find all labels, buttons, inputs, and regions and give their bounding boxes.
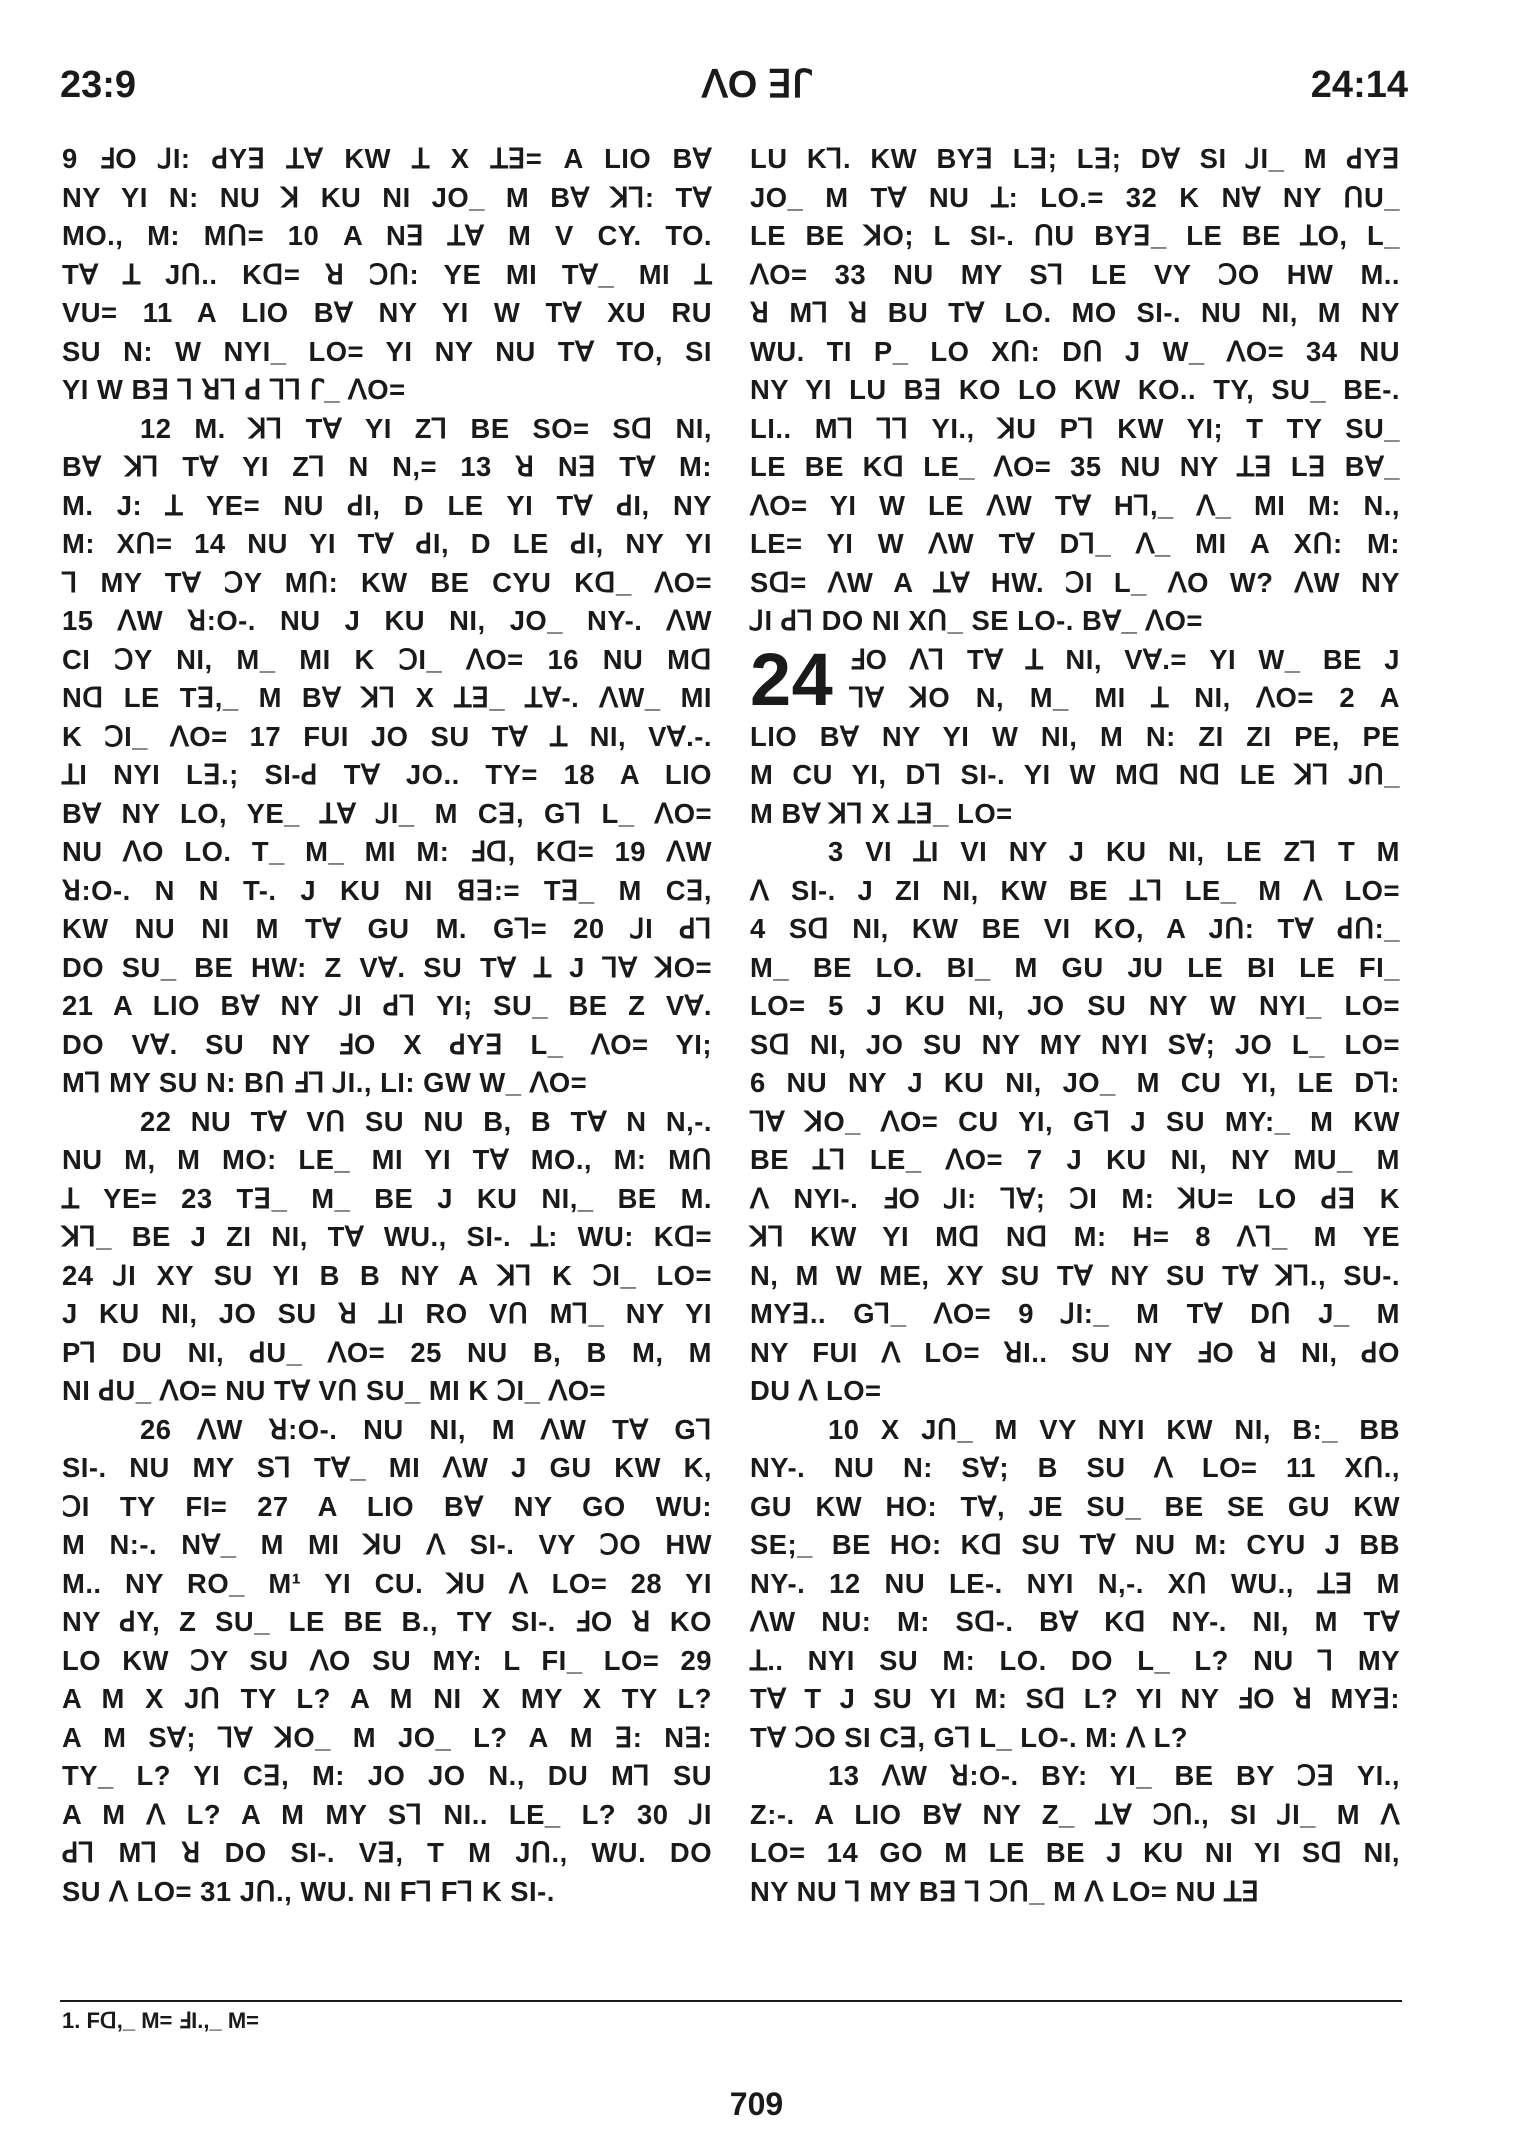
text-line: NY YI LU Bꓱ KO LO KW KO.. TY, SU_ BE-. bbox=[750, 374, 1400, 405]
text-line: Tꓯ ꓛO SI Cꓱ, Gꓶ L_ LO-. M: ꓥ L? bbox=[750, 1721, 1189, 1753]
text-line: ꓶꓯ ꓘO_ ꓥO= CU YI, Gꓶ J SU MY:_ M KW bbox=[750, 1105, 1400, 1137]
text-line: NY FUI ꓥ LO= ꓤI.. SU NY ꓞO ꓤ NI, ꓒO bbox=[750, 1336, 1400, 1368]
text-line: LO= 14 GO M LE BE J KU NI YI Sꓷ NI, bbox=[750, 1837, 1400, 1868]
footnote-divider bbox=[60, 2000, 1402, 2002]
text-line: NY-. NU N: Sꓯ; B SU ꓥ LO= 11 Xꓵ., bbox=[750, 1452, 1400, 1483]
text-line: LE BE Kꓷ LE_ ꓥO= 35 NU NY ꓕꓱ Lꓱ Bꓯ_ bbox=[750, 451, 1400, 482]
text-line: 21 A LIO Bꓯ NY ꓙI ꓒꓶ YI; SU_ BE Z Vꓯ. bbox=[62, 990, 712, 1021]
text-line: YI W Bꓱ ꓶ ꓤꓶ ꓒ ꓶꓶ ꓩ_ ꓥO= bbox=[62, 374, 406, 405]
text-line: LO= 5 J KU NI, JO SU NY W NYI_ LO= bbox=[750, 990, 1400, 1021]
text-line: M. J: ꓕ YE= NU ꓒI, D LE YI Tꓯ ꓒI, NY bbox=[62, 489, 712, 521]
text-line: ꓕ YE= 23 Tꓱ_ M_ BE J KU NI,_ BE M. bbox=[62, 1182, 712, 1214]
text-line: NY ꓒY, Z SU_ LE BE B., TY SI-. ꓞO ꓤ KO bbox=[62, 1606, 712, 1637]
text-line: SE;_ BE HO: Kꓷ SU Tꓯ NU M: CYU J BB bbox=[750, 1529, 1400, 1560]
text-line: ꓕ.. NYI SU M: LO. DO L_ L? NU ꓶ MY bbox=[750, 1644, 1400, 1676]
text-line: 6 NU NY J KU NI, JO_ M CU YI, LE Dꓶ: bbox=[750, 1067, 1400, 1098]
text-line: VU= 11 A LIO Bꓯ NY YI W Tꓯ XU RU bbox=[62, 297, 712, 328]
text-line: ꓤ Mꓶ ꓤ BU Tꓯ LO. MO SI-. NU NI, M NY bbox=[750, 297, 1400, 328]
text-line: M.. NY RO_ M¹ YI CU. ꓘU ꓥ LO= 28 YI bbox=[62, 1567, 712, 1599]
text-line: Bꓯ NY LO, YE_ ꓕꓯ ꓙI_ M Cꓱ, Gꓶ L_ ꓥO= bbox=[62, 797, 712, 829]
text-line: 9 ꓞO ꓙI: ꓒYꓱ ꓕꓯ KW ꓕ X ꓕꓱ= A LIO Bꓯ bbox=[62, 143, 712, 174]
text-line: ꓒꓶ Mꓶ ꓤ DO SI-. Vꓱ, T M Jꓵ., WU. DO bbox=[62, 1837, 712, 1868]
text-line: NY-. 12 NU LE-. NYI N,-. Xꓵ WU., ꓕꓱ M bbox=[750, 1567, 1400, 1599]
text-line: ꓶꓯ ꓘO N, M_ MI ꓕ NI, ꓥO= 2 A bbox=[849, 682, 1400, 713]
text-line: 4 Sꓷ NI, KW BE VI KO, A Jꓵ: Tꓯ ꓒꓵ:_ bbox=[750, 913, 1400, 944]
left-text-column bbox=[62, 140, 712, 1911]
running-header-title: ꓥO ꓱꓩ bbox=[701, 64, 812, 106]
text-line: Tꓯ ꓕ Jꓵ.. Kꓷ= ꓤ ꓛꓵ: YE MI Tꓯ_ MI ꓕ bbox=[62, 258, 712, 290]
text-line: WU. TI P_ LO Xꓵ: Dꓵ J W_ ꓥO= 34 NU bbox=[750, 335, 1400, 367]
text-line: NY NU ꓶ MY Bꓱ ꓶ ꓛꓵ_ M ꓥ LO= NU ꓕꓱ bbox=[750, 1875, 1260, 1907]
text-line: N, M W ME, XY SU Tꓯ NY SU Tꓯ ꓘꓶ., SU-. bbox=[750, 1259, 1400, 1291]
text-line: M CU YI, Dꓶ SI-. YI W Mꓷ Nꓷ LE ꓘꓶ Jꓵ_ bbox=[750, 759, 1400, 790]
text-line: LIO Bꓯ NY YI W NI, M N: ZI ZI PE, PE bbox=[750, 720, 1400, 752]
text-line: ꓥ SI-. J ZI NI, KW BE ꓕꓶ LE_ M ꓥ LO= bbox=[750, 874, 1400, 906]
text-line: ꓥO= 33 NU MY Sꓶ LE VY ꓛO HW M.. bbox=[750, 258, 1400, 290]
text-line: CI ꓛY NI, M_ MI K ꓛI_ ꓥO= 16 NU Mꓷ bbox=[62, 643, 712, 675]
text-line: 24 ꓙI XY SU YI B B NY A ꓘꓶ K ꓛI_ LO= bbox=[62, 1259, 712, 1291]
text-line: ꓤ:O-. N N T-. J KU NI ꓭꓱ:= Tꓱ_ M Cꓱ, bbox=[62, 874, 712, 906]
text-line: ꓞO ꓥꓶ Tꓯ ꓕ NI, Vꓯ.= YI W_ BE J bbox=[849, 643, 1400, 675]
text-line: LE BE ꓘO; L SI-. ꓵU BYꓱ_ LE BE ꓕO, L_ bbox=[750, 220, 1400, 251]
chapter-opening bbox=[750, 641, 1400, 718]
text-line: M N:-. Nꓯ_ M MI ꓘU ꓥ SI-. VY ꓛO HW bbox=[62, 1529, 712, 1560]
text-line: BE ꓕꓶ LE_ ꓥO= 7 J KU NI, NY MU_ M bbox=[750, 1144, 1400, 1175]
text-line: A M X Jꓵ TY L? A M NI X MY X TY L? bbox=[62, 1683, 712, 1714]
text-line: ꓥW NU: M: Sꓷ-. Bꓯ Kꓷ NY-. NI, M Tꓯ bbox=[750, 1606, 1400, 1637]
text-line: ꓘꓶ_ BE J ZI NI, Tꓯ WU., SI-. ꓕ: WU: Kꓷ= bbox=[62, 1221, 712, 1252]
text-line: Bꓯ ꓘꓶ Tꓯ YI Zꓶ N N,= 13 ꓤ Nꓱ Tꓯ M: bbox=[62, 451, 712, 482]
footnote: 1. Fꓷ,_ M= ꓞI.,_ M= bbox=[62, 2008, 260, 2033]
text-line: NY YI N: NU ꓘ KU NI JO_ M Bꓯ ꓘꓶ: Tꓯ bbox=[62, 181, 712, 213]
text-line: SU ꓥ LO= 31 Jꓵ., WU. NI Fꓶ Fꓶ K SI-. bbox=[62, 1875, 555, 1907]
text-line: Pꓶ DU NI, ꓒU_ ꓥO= 25 NU B, B M, M bbox=[62, 1336, 712, 1368]
text-line: J KU NI, JO SU ꓤ ꓕI RO Vꓵ Mꓶ_ NY YI bbox=[62, 1298, 712, 1329]
chapter-number: 24 bbox=[750, 640, 834, 718]
text-line: 15 ꓥW ꓤ:O-. NU J KU NI, JO_ NY-. ꓥW bbox=[62, 605, 712, 636]
text-line: 12 M. ꓘꓶ Tꓯ YI Zꓶ BE SO= Sꓷ NI, bbox=[140, 412, 712, 444]
text-line: MO., M: Mꓵ= 10 A Nꓱ ꓕꓯ M V CY. TO. bbox=[62, 220, 712, 251]
text-line: ꓶ MY Tꓯ ꓛY Mꓵ: KW BE CYU Kꓷ_ ꓥO= bbox=[62, 566, 712, 598]
text-line: ꓙI ꓒꓶ DO NI Xꓵ_ SE LO-. Bꓯ_ ꓥO= bbox=[750, 605, 1203, 636]
text-line: 13 ꓥW ꓤ:O-. BY: YI_ BE BY ꓛꓱ YI., bbox=[828, 1760, 1400, 1791]
running-header-right: 24:14 bbox=[1310, 64, 1408, 106]
text-line: Nꓷ LE Tꓱ,_ M Bꓯ ꓘꓶ X ꓕꓱ_ ꓕꓯ-. ꓥW_ MI bbox=[62, 682, 712, 713]
text-line: Z:-. A LIO Bꓯ NY Z_ ꓕꓯ ꓛꓵ., SI ꓙI_ M ꓥ bbox=[750, 1798, 1400, 1830]
text-line: M: Xꓵ= 14 NU YI Tꓯ ꓒI, D LE ꓒI, NY YI bbox=[62, 528, 712, 559]
text-line: A M Sꓯ; ꓶꓯ ꓘO_ M JO_ L? A M ꓱ: Nꓱ: bbox=[62, 1721, 712, 1753]
text-line: Sꓷ NI, JO SU NY MY NYI Sꓯ; JO L_ LO= bbox=[750, 1028, 1400, 1060]
text-line: 10 X Jꓵ_ M VY NYI KW NI, B:_ BB bbox=[828, 1413, 1400, 1445]
text-line: ꓘꓶ KW YI Mꓷ Nꓷ M: H= 8 ꓥꓶ_ M YE bbox=[750, 1221, 1400, 1252]
text-line: ꓥO= YI W LE ꓥW Tꓯ Hꓶ,_ ꓥ_ MI M: N., bbox=[750, 489, 1400, 521]
text-line: LE= YI W ꓥW Tꓯ Dꓶ_ ꓥ_ MI A Xꓵ: M: bbox=[750, 528, 1400, 559]
right-text-column bbox=[750, 140, 1400, 1911]
page-number: 709 bbox=[729, 2086, 784, 2122]
text-line: MYꓱ.. Gꓶ_ ꓥO= 9 ꓙI:_ M Tꓯ Dꓵ J_ M bbox=[750, 1298, 1400, 1329]
text-line: LO KW ꓛY SU ꓥO SU MY: L FI_ LO= 29 bbox=[62, 1644, 712, 1676]
text-line: NU M, M MO: LE_ MI YI Tꓯ MO., M: Mꓵ bbox=[62, 1144, 712, 1175]
running-header-left: 23:9 bbox=[60, 64, 137, 106]
text-line: KW NU NI M Tꓯ GU M. Gꓶ= 20 ꓙI ꓒꓶ bbox=[62, 913, 712, 944]
text-line: M_ BE LO. BI_ M GU JU LE BI LE FI_ bbox=[750, 951, 1400, 983]
text-line: JO_ M Tꓯ NU ꓕ: LO.= 32 K Nꓯ NY ꓵU_ bbox=[750, 181, 1400, 213]
text-line: SU N: W NYI_ LO= YI NY NU Tꓯ TO, SI bbox=[62, 335, 712, 367]
text-line: Mꓶ MY SU N: Bꓵ ꓞꓶ ꓙI., LI: GW W_ ꓥO= bbox=[62, 1067, 588, 1098]
text-line: ꓛI TY FI= 27 A LIO Bꓯ NY GO WU: bbox=[62, 1490, 712, 1522]
text-line: GU KW HO: Tꓯ, JE SU_ BE SE GU KW bbox=[750, 1490, 1400, 1522]
text-line: NU ꓥO LO. T_ M_ MI M: ꓞꓷ, Kꓷ= 19 ꓥW bbox=[62, 836, 712, 867]
text-line: DO SU_ BE HW: Z Vꓯ. SU Tꓯ ꓕ J ꓶꓯ ꓘO= bbox=[62, 951, 712, 983]
text-line: Tꓯ T J SU YI M: Sꓷ L? YI NY ꓞO ꓤ MYꓱ: bbox=[750, 1683, 1400, 1714]
text-line: NI ꓒU_ ꓥO= NU Tꓯ Vꓵ SU_ MI K ꓛI_ ꓥO= bbox=[62, 1375, 607, 1406]
text-line: TY_ L? YI Cꓱ, M: JO JO N., DU Mꓶ SU bbox=[62, 1760, 712, 1791]
text-line: LI.. Mꓶ ꓶꓶ YI., ꓘU Pꓶ KW YI; T TY SU_ bbox=[750, 412, 1400, 444]
text-line: Sꓷ= ꓥW A ꓕꓯ HW. ꓛI L_ ꓥO W? ꓥW NY bbox=[750, 566, 1400, 598]
text-line: LU Kꓶ. KW BYꓱ Lꓱ; Lꓱ; Dꓯ SI ꓙI_ M ꓒYꓱ bbox=[750, 143, 1400, 174]
text-line: ꓕI NYI Lꓱ.; SI-ꓒ Tꓯ JO.. TY= 18 A LIO bbox=[62, 759, 712, 790]
text-line: K ꓛI_ ꓥO= 17 FUI JO SU Tꓯ ꓕ NI, Vꓯ.-. bbox=[62, 720, 712, 752]
text-line: 26 ꓥW ꓤ:O-. NU NI, M ꓥW Tꓯ Gꓶ bbox=[140, 1413, 712, 1445]
text-line: 22 NU Tꓯ Vꓵ SU NU B, B Tꓯ N N,-. bbox=[140, 1105, 712, 1137]
text-line: DU ꓥ LO= bbox=[750, 1375, 882, 1406]
text-line: SI-. NU MY Sꓶ Tꓯ_ MI ꓥW J GU KW K, bbox=[62, 1452, 712, 1483]
text-line: ꓥ NYI-. ꓞO ꓙI: ꓶꓯ; ꓛI M: ꓘU= LO ꓒꓱ K bbox=[750, 1182, 1400, 1214]
text-line: 3 VI ꓕI VI NY J KU NI, LE Zꓶ T M bbox=[828, 836, 1400, 867]
text-line: DO Vꓯ. SU NY ꓞO X ꓒYꓱ L_ ꓥO= YI; bbox=[62, 1028, 712, 1060]
text-line: A M ꓥ L? A M MY Sꓶ NI.. LE_ L? 30 ꓙI bbox=[62, 1798, 712, 1830]
text-line: M Bꓯ ꓘꓶ X ꓕꓱ_ LO= bbox=[750, 797, 1013, 829]
